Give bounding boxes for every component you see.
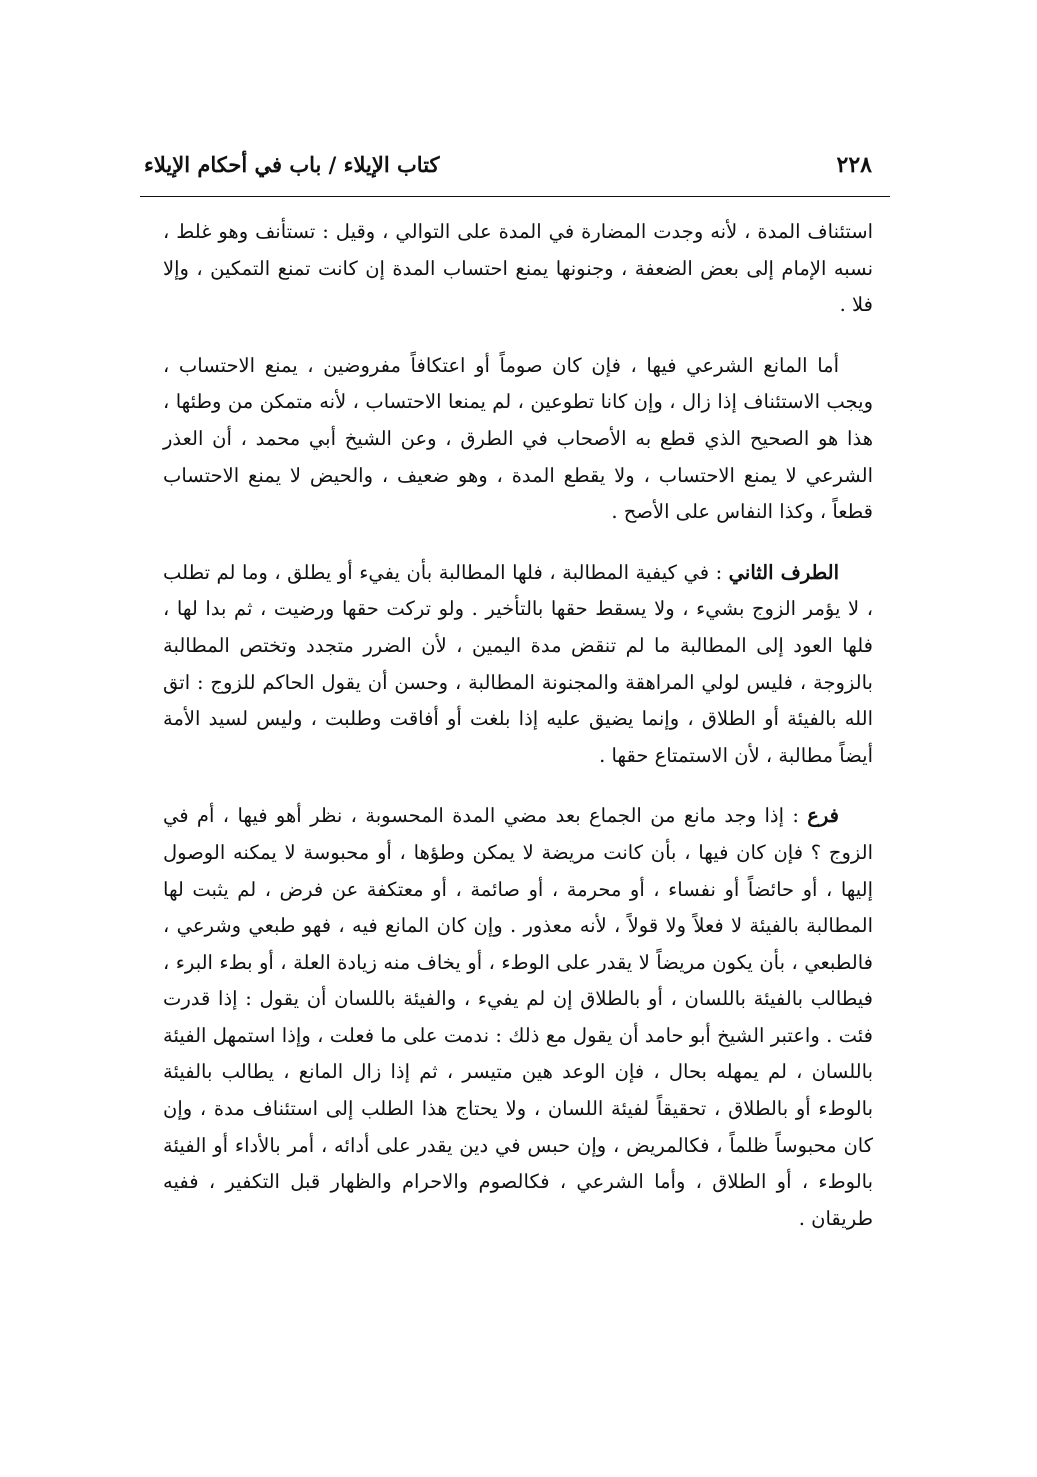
paragraph-1 xyxy=(163,214,873,324)
page-header xyxy=(140,150,892,190)
header-rule xyxy=(140,196,890,197)
paragraph-text: : في كيفية المطالبة ، فلها المطالبة بأن يفيء أو يطلق ، وما لم تطلب ، لا يؤمر الزوج بشيء ، ولا يسقط حقها بالتأخير . ولو تركت حقها ورضيت ، ثم بدا لها ، فلها العود إلى المطالبة ما لم تنقض مدة اليمين ، لأن الضرر متجدد وتختص المطالبة بالزوجة ، فليس لولي المراهقة والمجنونة المطالبة ، وحسن أن يقول الحاكم للزوج : اتق الله بالفيئة أو الطلاق ، وإنما يضيق عليه إذا بلغت أو أفاقت وطلبت ، وليس لسيد الأمة أيضاً مطالبة ، لأن الاستمتاع حقها . xyxy=(163,560,873,767)
subsection-heading: فرع xyxy=(807,804,839,828)
paragraph-2 xyxy=(163,348,873,531)
paragraph-text: أما المانع الشرعي فيها ، فإن كان صوماً أو اعتكافاً مفروضين ، يمنع الاحتساب ، ويجب الاستئناف إذا زال ، وإن كانا تطوعين ، لم يمنعا الاحتساب ، لأنه متمكن من وطئها ، هذا هو الصحيح الذي قطع به الأصحاب في الطرق ، وعن الشيخ أبي محمد ، أن العذر الشرعي لا يمنع الاحتساب ، ولا يقطع المدة ، وهو ضعيف ، والحيض لا يمنع الاحتساب قطعاً ، وكذا النفاس على الأصح . xyxy=(163,353,873,524)
paragraph-text: : إذا وجد مانع من الجماع بعد مضي المدة المحسوبة ، نظر أهو فيها ، أم في الزوج ؟ فإن كان فيها ، بأن كانت مريضة لا يمكن وطؤها ، أو محبوسة لا يمكنه الوصول إليها ، أو حائضاً أو نفساء ، أو محرمة ، أو صائمة ، أو معتكفة عن فرض ، لم يثبت لها المطالبة بالفيئة لا فعلاً ولا قولاً ، لأنه معذور . وإن كان المانع فيه ، فهو طبعي وشرعي ، فالطبعي ، بأن يكون مريضاً لا يقدر على الوطء ، أو يخاف منه زيادة العلة ، أو بطء البرء ، فيطالب بالفيئة باللسان ، أو بالطلاق إن لم يفيء ، والفيئة باللسان أن يقول : إذا قدرت فئت . واعتبر الشيخ أبو حامد أن يقول مع ذلك : ندمت على ما فعلت ، وإذا استمهل الفيئة باللسان ، لم يمهله بحال ، فإن الوعد هين متيسر ، ثم إذا زال المانع ، يطالب بالفيئة بالوطء أو بالطلاق ، تحقيقاً لفيئة اللسان ، ولا يحتاج هذا الطلب إلى استئناف مدة ، وإن كان محبوساً ظلماً ، فكالمريض ، وإن حبس في دين يقدر على أدائه ، أمر بالأداء أو الفيئة بالوطء ، أو الطلاق ، وأما الشرعي ، فكالصوم والاحرام والظهار قبل التكفير ، ففيه طريقان . xyxy=(163,804,873,1230)
page-number: ٢٢٨ xyxy=(836,152,872,178)
paragraph-text: استئناف المدة ، لأنه وجدت المضارة في المدة على التوالي ، وقيل : تستأنف وهو غلط ، نسبه الإمام إلى بعض الضعفة ، وجنونها يمنع احتساب المدة إن كانت تمنع التمكين ، وإلا فلا . xyxy=(163,220,873,317)
paragraph-4 xyxy=(163,798,873,1237)
running-title: كتاب الإيلاء / باب في أحكام الإيلاء xyxy=(144,152,440,177)
section-heading: الطرف الثاني xyxy=(728,560,839,584)
paragraph-3 xyxy=(163,555,873,775)
body-text xyxy=(163,214,873,1261)
